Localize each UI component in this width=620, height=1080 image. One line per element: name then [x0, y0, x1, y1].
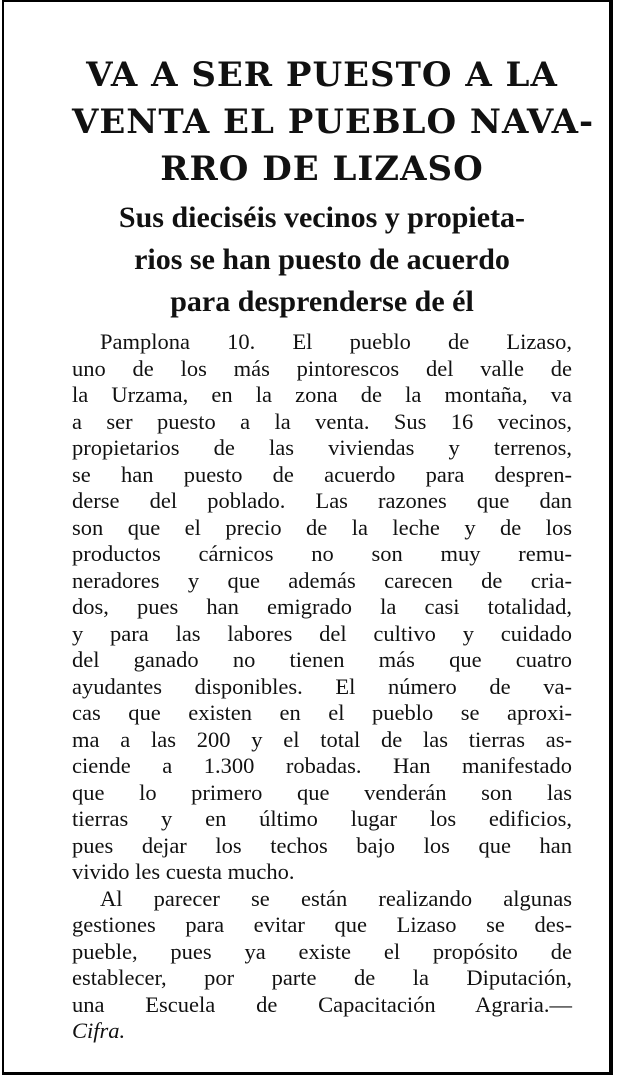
body-line: del ganado no tienen más que cuatro — [72, 647, 572, 672]
headline-line: VA A SER PUESTO A LA — [86, 55, 558, 95]
news-article — [72, 52, 595, 1045]
body-line: a ser puesto a la venta. Sus 16 vecinos, — [72, 408, 572, 434]
clipping-frame — [2, 0, 613, 1075]
body-line: derse del poblado. Las razones que dan — [72, 488, 572, 513]
body-line: se han puesto de acuerdo para despren- — [72, 461, 572, 487]
body-line: establecer, por parte de la Diputación, — [72, 965, 572, 990]
body-line: una Escuela de Capacitación Agraria.— — [72, 991, 572, 1017]
paragraph-1 — [72, 329, 572, 886]
headline-line: VENTA EL PUEBLO NAVA- — [72, 102, 595, 142]
body-line: y para las labores del cultivo y cuidado — [72, 620, 572, 646]
subheadline — [72, 197, 572, 323]
body-line: Al parecer se están realizando algunas — [100, 885, 572, 911]
body-line: ma a las 200 y el total de las tierras as- — [72, 726, 572, 752]
body-line: tierras y en último lugar los edificios, — [72, 806, 572, 831]
body-line: pues dejar los techos bajo los que han — [72, 832, 572, 858]
body-line: cas que existen en el pueblo se aproxi- — [72, 700, 572, 725]
body-line: pueble, pues ya existe el propósito de — [72, 938, 572, 964]
body-line: vivido les cuesta mucho. — [72, 859, 295, 884]
subheadline-line: para desprenderse de él — [170, 285, 474, 318]
subheadline-line: rios se han puesto de acuerdo — [134, 243, 510, 276]
article-body — [72, 329, 572, 1045]
body-line: la Urzama, en la zona de la montaña, va — [72, 382, 572, 407]
body-line: neradores y que además carecen de cria- — [72, 567, 572, 593]
body-line: gestiones para evitar que Lizaso se des- — [72, 912, 572, 937]
headline — [72, 52, 595, 193]
body-line: ciende a 1.300 robadas. Han manifestado — [72, 753, 572, 778]
body-line: dos, pues han emigrado la casi totalidad, — [72, 594, 572, 619]
body-line: ayudantes disponibles. El número de va- — [72, 673, 572, 699]
paragraph-2 — [72, 886, 572, 1045]
body-line: Pamplona 10. El pueblo de Lizaso, — [100, 329, 572, 354]
headline-line: RRO DE LIZASO — [160, 149, 484, 189]
body-line: son que el precio de la leche y de los — [72, 514, 572, 540]
body-line: que lo primero que venderán son las — [72, 779, 572, 805]
body-line: uno de los más pintorescos del valle de — [72, 355, 572, 381]
body-line: productos cárnicos no son muy remu- — [72, 541, 572, 566]
agency-byline: Cifra. — [72, 1018, 126, 1043]
body-line: propietarios de las viviendas y terrenos, — [72, 435, 572, 460]
subheadline-line: Sus dieciséis vecinos y propieta- — [118, 201, 526, 234]
